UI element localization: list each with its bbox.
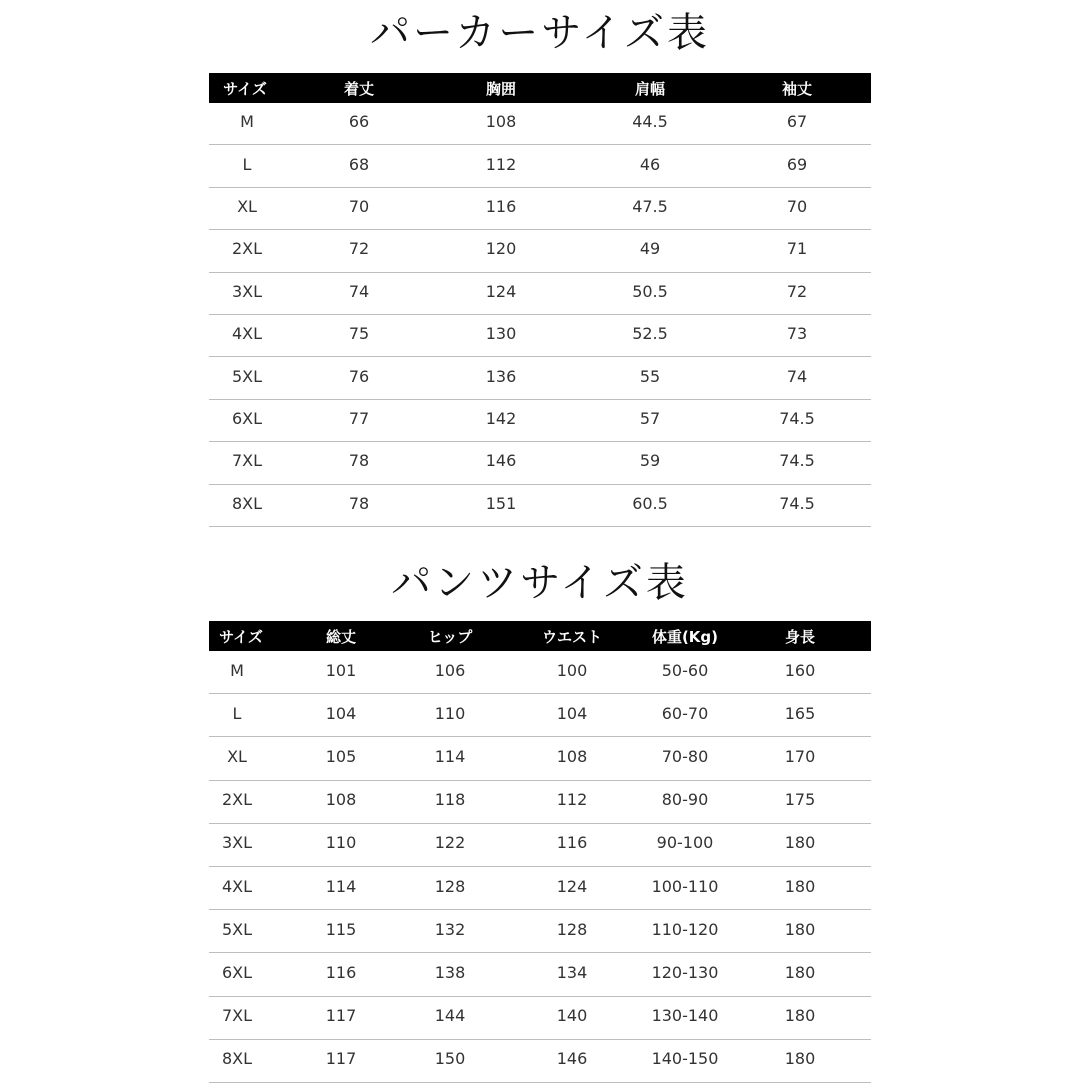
size-label-cell: 2XL <box>231 239 263 259</box>
table-cell: 104 <box>556 703 588 723</box>
table-row <box>209 953 871 996</box>
table-row <box>209 230 871 272</box>
table-cell: 74.5 <box>779 451 815 471</box>
table-cell: 142 <box>485 408 517 428</box>
table-cell: 108 <box>485 112 517 132</box>
table-cell: 124 <box>556 876 588 896</box>
table-cell: 67 <box>786 112 808 132</box>
table-cell: 165 <box>784 703 816 723</box>
table-cell: 49 <box>639 239 661 259</box>
table-cell: 73 <box>786 324 808 344</box>
table-cell: 105 <box>325 746 357 766</box>
table-cell: 72 <box>348 239 370 259</box>
size-label-cell: 7XL <box>231 451 263 471</box>
table-cell: 114 <box>434 746 466 766</box>
table-row <box>209 357 871 399</box>
table-cell: 66 <box>348 112 370 132</box>
size-label-cell: 5XL <box>231 366 263 386</box>
size-label-cell: 3XL <box>221 833 253 853</box>
table-cell: 106 <box>434 660 466 680</box>
table-cell: 124 <box>485 281 517 301</box>
column-header: サイズ <box>219 627 263 646</box>
size-label-cell: 7XL <box>221 1006 253 1026</box>
table-cell: 138 <box>434 962 466 982</box>
table-row <box>209 781 871 824</box>
pants-size-chart-title: パンツサイズ表 <box>391 560 689 606</box>
table-cell: 72 <box>786 281 808 301</box>
table-cell: 80-90 <box>661 790 709 810</box>
table-cell: 70-80 <box>661 746 709 766</box>
table-cell: 60-70 <box>661 703 709 723</box>
table-cell: 115 <box>325 919 357 939</box>
column-header: 体重(Kg) <box>651 627 719 646</box>
column-header: 袖丈 <box>781 79 812 98</box>
table-cell: 110 <box>325 833 357 853</box>
table-cell: 108 <box>325 790 357 810</box>
table-cell: 146 <box>556 1049 588 1069</box>
size-label-cell: 4XL <box>231 324 263 344</box>
size-label-cell: 6XL <box>231 408 263 428</box>
size-label-cell: 8XL <box>221 1049 253 1069</box>
table-cell: 108 <box>556 746 588 766</box>
table-cell: 117 <box>325 1049 357 1069</box>
table-row <box>209 315 871 357</box>
size-label-cell: M <box>230 660 244 680</box>
column-header: 総丈 <box>325 627 356 646</box>
table-cell: 112 <box>556 790 588 810</box>
table-cell: 74 <box>786 366 808 386</box>
table-cell: 104 <box>325 703 357 723</box>
table-row <box>209 273 871 315</box>
table-cell: 118 <box>434 790 466 810</box>
table-cell: 151 <box>485 493 517 513</box>
table-cell: 140 <box>556 1006 588 1026</box>
table-cell: 150 <box>434 1049 466 1069</box>
size-label-cell: XL <box>227 746 247 766</box>
table-cell: 75 <box>348 324 370 344</box>
column-header: 肩幅 <box>634 79 665 98</box>
table-cell: 74.5 <box>779 408 815 428</box>
table-cell: 78 <box>348 451 370 471</box>
table-cell: 116 <box>325 962 357 982</box>
column-header: ヒップ <box>427 627 473 646</box>
table-cell: 140-150 <box>651 1049 719 1069</box>
table-cell: 132 <box>434 919 466 939</box>
table-cell: 101 <box>325 660 357 680</box>
table-cell: 110 <box>434 703 466 723</box>
hoodie-size-chart-title: パーカーサイズ表 <box>370 10 710 56</box>
column-header: サイズ <box>223 79 267 98</box>
table-row <box>209 188 871 230</box>
table-row <box>209 145 871 187</box>
table-cell: 175 <box>784 790 816 810</box>
table-cell: 180 <box>784 876 816 896</box>
table-cell: 59 <box>639 451 661 471</box>
table-cell: 71 <box>786 239 808 259</box>
table-header <box>209 73 871 103</box>
table-cell: 112 <box>485 154 517 174</box>
table-cell: 55 <box>639 366 661 386</box>
table-cell: 170 <box>784 746 816 766</box>
table-cell: 160 <box>784 660 816 680</box>
size-label-cell: L <box>242 154 252 174</box>
table-cell: 60.5 <box>632 493 668 513</box>
table-cell: 128 <box>434 876 466 896</box>
table-cell: 44.5 <box>632 112 668 132</box>
table-row <box>209 824 871 867</box>
table-cell: 78 <box>348 493 370 513</box>
size-label-cell: 8XL <box>231 493 263 513</box>
table-cell: 69 <box>786 154 808 174</box>
table-cell: 128 <box>556 919 588 939</box>
table-cell: 120-130 <box>651 962 719 982</box>
table-cell: 116 <box>485 196 517 216</box>
table-cell: 70 <box>348 196 370 216</box>
table-cell: 117 <box>325 1006 357 1026</box>
size-label-cell: 3XL <box>231 281 263 301</box>
table-cell: 134 <box>556 962 588 982</box>
column-header: 胸囲 <box>485 79 516 98</box>
pants-size-table <box>209 621 871 1083</box>
table-row <box>209 103 871 145</box>
table-cell: 50.5 <box>632 281 668 301</box>
size-label-cell: 6XL <box>221 962 253 982</box>
table-cell: 120 <box>485 239 517 259</box>
size-label-cell: 2XL <box>221 790 253 810</box>
table-cell: 136 <box>485 366 517 386</box>
table-cell: 90-100 <box>656 833 714 853</box>
table-cell: 180 <box>784 962 816 982</box>
column-header: 着丈 <box>343 79 374 98</box>
size-label-cell: 4XL <box>221 876 253 896</box>
table-cell: 146 <box>485 451 517 471</box>
table-cell: 50-60 <box>661 660 709 680</box>
table-cell: 74.5 <box>779 493 815 513</box>
table-cell: 100-110 <box>651 876 719 896</box>
table-row <box>209 651 871 694</box>
table-cell: 46 <box>639 154 661 174</box>
table-cell: 130-140 <box>651 1006 719 1026</box>
table-cell: 77 <box>348 408 370 428</box>
size-label-cell: L <box>232 703 242 723</box>
size-label-cell: XL <box>237 196 257 216</box>
table-cell: 116 <box>556 833 588 853</box>
table-cell: 130 <box>485 324 517 344</box>
table-row <box>209 997 871 1040</box>
table-cell: 100 <box>556 660 588 680</box>
table-cell: 114 <box>325 876 357 896</box>
table-cell: 57 <box>639 408 661 428</box>
table-cell: 74 <box>348 281 370 301</box>
table-cell: 110-120 <box>651 919 719 939</box>
table-header <box>209 621 871 651</box>
table-row <box>209 910 871 953</box>
hoodie-size-table <box>209 73 871 527</box>
table-cell: 52.5 <box>632 324 668 344</box>
table-cell: 180 <box>784 919 816 939</box>
table-cell: 180 <box>784 833 816 853</box>
table-cell: 144 <box>434 1006 466 1026</box>
column-header: ウエスト <box>541 627 602 646</box>
table-row <box>209 400 871 442</box>
table-row <box>209 1040 871 1083</box>
size-label-cell: M <box>240 112 254 132</box>
table-cell: 180 <box>784 1049 816 1069</box>
table-cell: 76 <box>348 366 370 386</box>
table-cell: 68 <box>348 154 370 174</box>
table-row <box>209 442 871 484</box>
table-row <box>209 694 871 737</box>
table-row <box>209 867 871 910</box>
table-cell: 70 <box>786 196 808 216</box>
table-row <box>209 737 871 780</box>
table-cell: 122 <box>434 833 466 853</box>
column-header: 身長 <box>784 627 815 646</box>
table-row <box>209 485 871 527</box>
table-cell: 47.5 <box>632 196 668 216</box>
size-label-cell: 5XL <box>221 919 253 939</box>
table-cell: 180 <box>784 1006 816 1026</box>
